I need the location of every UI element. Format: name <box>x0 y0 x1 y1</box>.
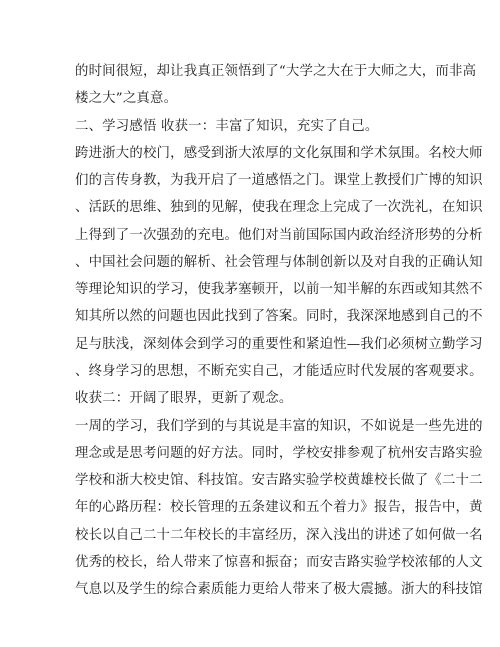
text-line: 优秀的校长，给人带来了惊喜和振奋；而安吉路实验学校浓郁的人文 <box>75 555 483 570</box>
text-line: 上得到了一次强劲的充电。他们对当前国际国内政治经济形势的分析 <box>75 228 483 243</box>
text-line: 学校和浙大校史馆、科技馆。安吉路实验学校黄雄校长做了《二十二 <box>75 473 483 488</box>
section-heading: 收获二：开阔了眼界，更新了观念。 <box>75 391 293 406</box>
text-line: 、中国社会问题的解析、社会管理与体制创新以及对自我的正确认知 <box>75 255 483 270</box>
text-line: 校长以自己二十二年校长的丰富经历，深入浅出的讲述了如何做一名 <box>75 528 483 543</box>
text-line: 跨进浙大的校门，感受到浙大浓厚的文化氛围和学术氛围。名校大师 <box>75 146 483 161</box>
section-heading: 二、学习感悟 收获一：丰富了知识，充实了自己。 <box>75 119 379 134</box>
text-line: 足与肤浅，深刻体会到学习的重要性和紧迫性—我们必须树立勤学习 <box>75 337 483 352</box>
text-line: 气息以及学生的综合素质能力更给人带来了极大震撼。浙大的科技馆 <box>75 582 483 597</box>
text-line: 、活跃的思维、独到的见解，使我在理念上完成了一次洗礼，在知识 <box>75 200 483 215</box>
text-line: 一周的学习，我们学到的与其说是丰富的知识，不如说是一些先进的 <box>75 419 483 434</box>
text-line: 年的心路历程：校长管理的五条建议和五个着力》报告，报告中，黄 <box>75 500 483 515</box>
text-line: 们的言传身教，为我开启了一道感悟之门。课堂上教授们广博的知识 <box>75 173 483 188</box>
text-line: 等理论知识的学习，使我茅塞顿开，以前一知半解的东西或知其然不 <box>75 282 483 297</box>
text-line: 知其所以然的问题也因此找到了答案。同时，我深深地感到自己的不 <box>75 309 483 324</box>
text-line: 、终身学习的思想，不断充实自己，才能适应时代发展的客观要求。 <box>75 364 483 379</box>
text-line: 理念或是思考问题的好方法。同时，学校安排参观了杭州安吉路实验 <box>75 446 483 461</box>
text-line: 楼之大”之真意。 <box>75 91 178 106</box>
text-line: 的时间很短，却让我真正领悟到了“大学之大在于大师之大，而非高 <box>75 64 477 79</box>
